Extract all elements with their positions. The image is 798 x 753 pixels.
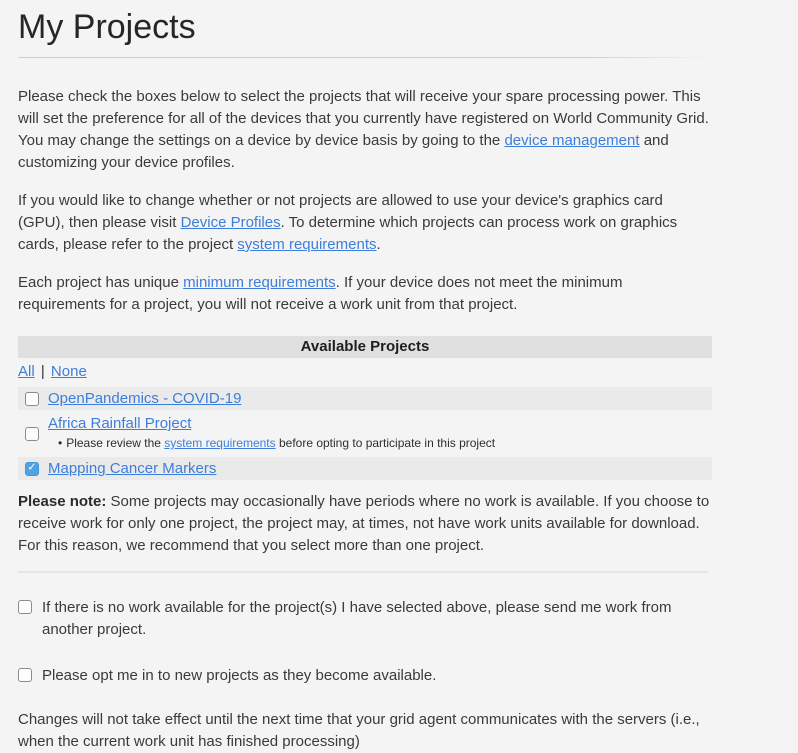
project-link-africa-rainfall[interactable]: Africa Rainfall Project (48, 415, 192, 432)
intro-p2-text-2: . To determine which projects can process work on graphics cards, please refer to the project (18, 214, 678, 253)
available-projects-header: Available Projects (18, 336, 712, 358)
available-projects-table (18, 336, 712, 480)
project-link-mapping-cancer-markers[interactable]: Mapping Cancer Markers (48, 460, 217, 477)
note-text-1: Please review the (66, 436, 165, 450)
intro-p3-text-2: . If your device does not meet the minimum requirements for a project, you will not receive a work unit from that project. (18, 274, 623, 313)
bullet-icon: • (58, 436, 63, 450)
project-checkbox-africa-rainfall[interactable] (25, 427, 39, 441)
section-divider (18, 571, 708, 573)
system-requirements-link[interactable]: system requirements (237, 236, 377, 253)
select-none-link[interactable]: None (50, 363, 87, 380)
project-checkbox-mapping-cancer-markers[interactable] (25, 462, 39, 476)
intro-paragraph-1 (18, 86, 712, 174)
intro-p3-text-1: Each project has unique (18, 274, 184, 291)
please-note-text: Some projects may occasionally have periods where no work is available. If you choose to receive work for only one project, the project may, at times, not have work units available for download. For this reason, we recommend that you select more than one project. (18, 493, 710, 554)
select-all-link[interactable]: All (18, 363, 35, 380)
page-title: My Projects (18, 8, 196, 46)
project-row-openpandemics (18, 387, 712, 410)
footer-note: Changes will not take effect until the next time that your grid agent communicates with the servers (i.e., when the current work unit has finished processing) (18, 711, 700, 750)
intro-p1-text-1: Please check the boxes below to select the projects that will receive your spare processing power. This will set the preference for all of the devices that you currently have registered on World Community Grid. You may change the settings on a device by device basis by going to the (18, 88, 709, 149)
please-note-paragraph (18, 491, 712, 557)
minimum-requirements-link[interactable]: minimum requirements (183, 274, 336, 291)
select-separator: | (40, 363, 45, 380)
option-row-opt-in-new-projects (18, 665, 712, 687)
select-all-none-row (18, 358, 712, 385)
send-other-work-label: If there is no work available for the project(s) I have selected above, please send me work from another project. (42, 599, 672, 638)
project-row-africa-rainfall (18, 412, 712, 455)
intro-p2-text-1: If you would like to change whether or not projects are allowed to use your device's graphics card (GPU), then please visit (18, 192, 663, 231)
please-note-label: Please note: (18, 493, 107, 510)
option-row-send-other-work (18, 597, 712, 641)
opt-in-new-projects-checkbox[interactable] (18, 668, 32, 682)
intro-p2-text-3: . (376, 236, 381, 253)
title-divider (18, 57, 712, 58)
intro-paragraph-2 (18, 190, 712, 256)
project-row-mapping-cancer-markers (18, 457, 712, 480)
project-link-openpandemics[interactable]: OpenPandemics - COVID-19 (48, 390, 242, 407)
project-checkbox-openpandemics[interactable] (25, 392, 39, 406)
note-system-requirements-link[interactable]: system requirements (164, 436, 276, 450)
intro-p1-text-2: and customizing your device profiles. (18, 132, 669, 171)
opt-in-new-projects-label: Please opt me in to new projects as they become available. (42, 667, 437, 684)
send-other-work-checkbox[interactable] (18, 600, 32, 614)
device-management-link[interactable]: device management (504, 132, 640, 149)
intro-paragraph-3 (18, 272, 712, 316)
project-row-africa-content (48, 415, 495, 452)
checkmark-icon: ✓ (27, 461, 37, 474)
device-profiles-link[interactable]: Device Profiles (180, 214, 281, 231)
note-text-2: before opting to participate in this project (275, 436, 496, 450)
project-note-africa-rainfall (58, 435, 495, 451)
